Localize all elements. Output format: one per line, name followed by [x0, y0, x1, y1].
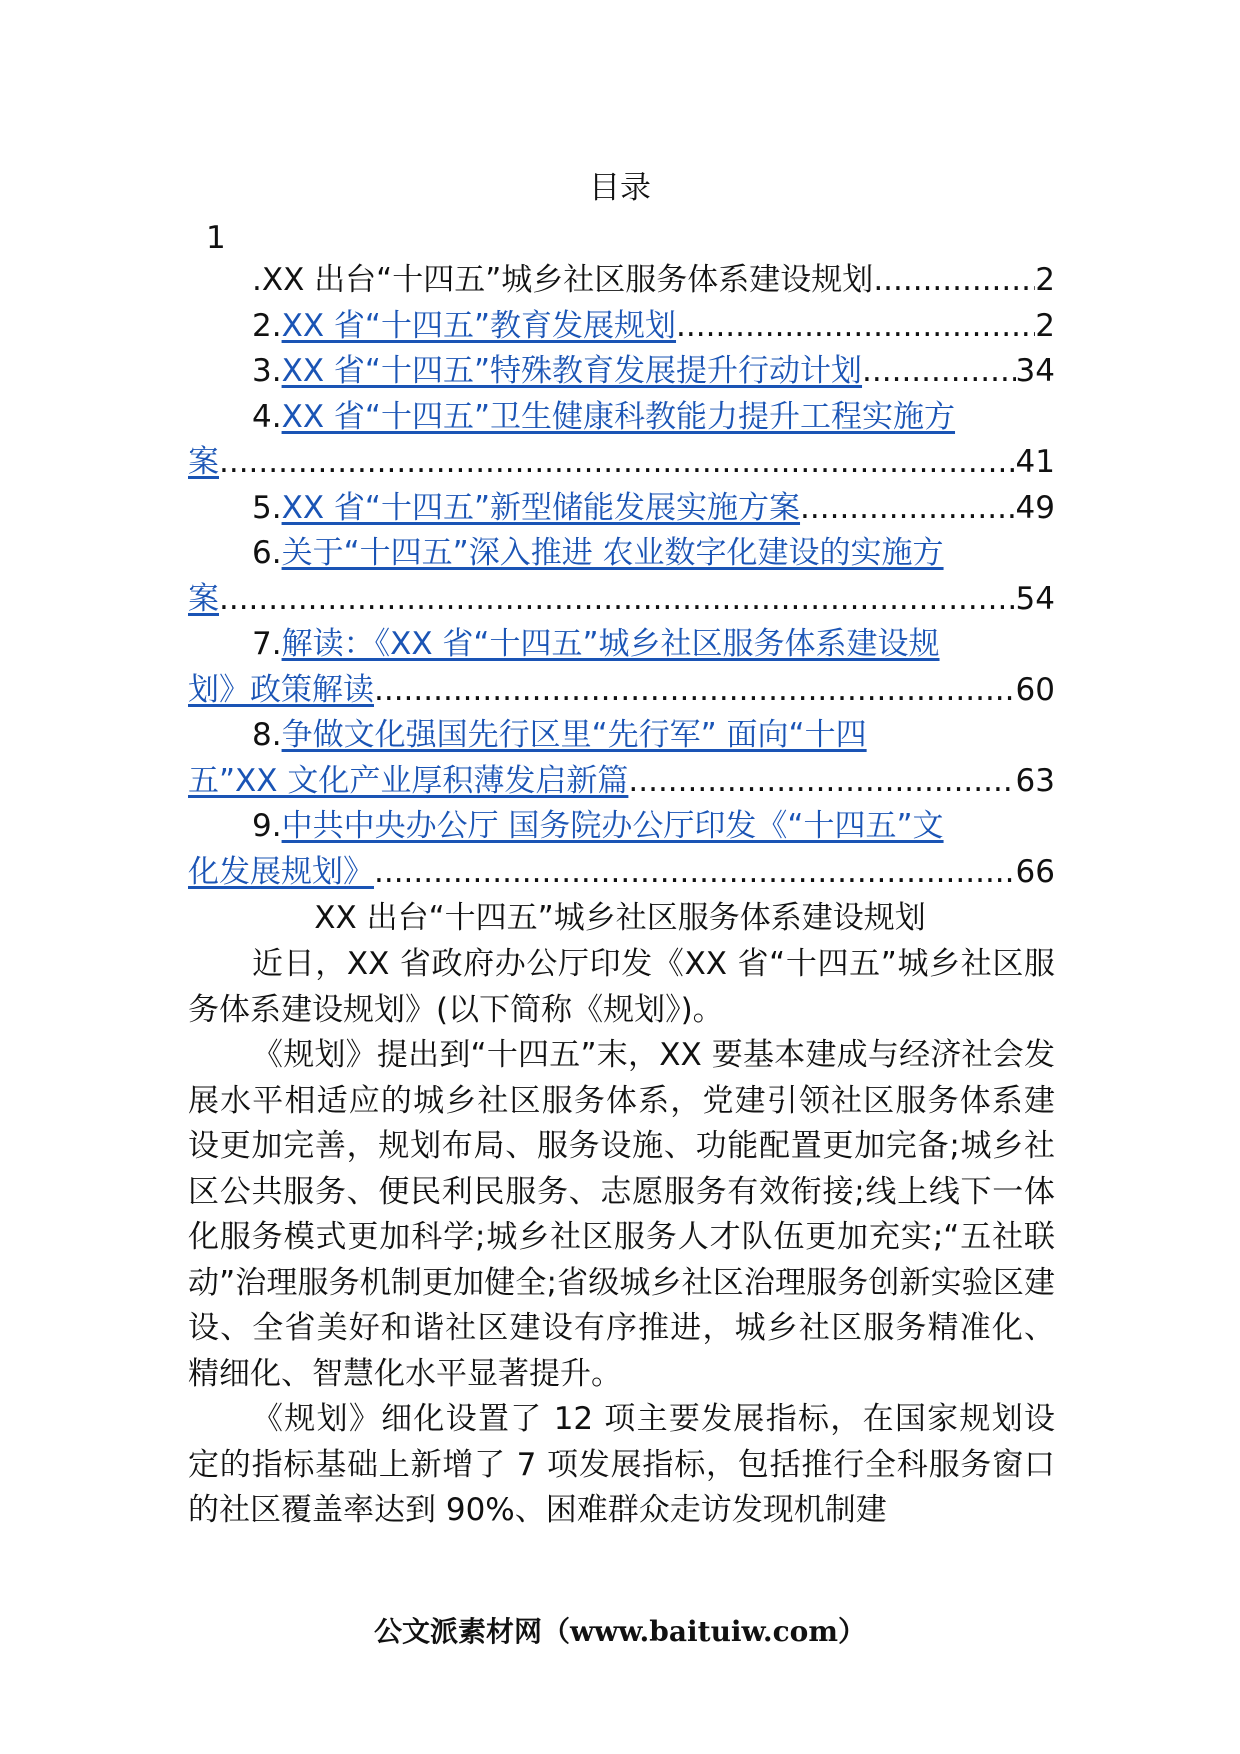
toc-entry-number: 7. — [252, 626, 282, 662]
toc-top-number: 1 — [206, 220, 226, 256]
toc-leader-dots — [676, 304, 1035, 350]
toc-entry-number: 6. — [252, 535, 282, 571]
toc-entry-number: 5. — [252, 489, 282, 526]
toc-entry-link[interactable]: XX 省“十四五”卫生健康科教能力提升工程实施方 — [281, 398, 956, 435]
toc-leader-dots — [628, 759, 1015, 805]
toc-entry — [188, 258, 1055, 304]
toc-entry[interactable] — [188, 713, 1055, 759]
toc-entry-continued[interactable] — [188, 440, 1055, 486]
toc-entry-continued[interactable] — [188, 850, 1055, 896]
toc-page-number: 2 — [1035, 262, 1055, 298]
toc-entry-link[interactable]: 关于“十四五”深入推进 农业数字化建设的实施方 — [281, 535, 944, 571]
toc-entry[interactable] — [188, 622, 1055, 668]
toc-leader-dots — [873, 258, 1035, 304]
toc-entry-number: 8. — [252, 717, 282, 753]
toc-entry[interactable] — [188, 349, 1055, 395]
toc-entry-link[interactable]: 中共中央办公厅 国务院办公厅印发《“十四五”文 — [281, 808, 944, 844]
toc-entry-link[interactable]: XX 省“十四五”教育发展规划 — [281, 307, 677, 344]
toc-leader-dots — [800, 486, 1016, 532]
toc-entry-link[interactable]: 划》政策解读 — [188, 671, 374, 708]
paragraph: 《规划》细化设置了 12 项主要发展指标，在国家规划设定的指标基础上新增了 7 项发展指标，包括推行全科服务窗口的社区覆盖率达到 90%、困难群众走访发现机制建 — [188, 1401, 1055, 1528]
toc-entry-text: .XX 出台“十四五”城乡社区服务体系建设规划 — [252, 262, 874, 298]
toc-entry[interactable] — [188, 486, 1055, 532]
footer-watermark: 公文派素材网（www.baituiw.com） — [374, 1615, 866, 1648]
toc-entry[interactable] — [188, 395, 1055, 441]
toc-entry[interactable] — [188, 304, 1055, 350]
paragraph: 近日，XX 省政府办公厅印发《XX 省“十四五”城乡社区服务体系建设规划》(以下简称《规划》)。 — [188, 946, 1055, 1028]
toc-entry-continued[interactable] — [188, 668, 1055, 714]
toc-page-number: 54 — [1015, 580, 1055, 617]
toc-entry[interactable] — [188, 804, 1055, 850]
toc-leader-dots — [374, 668, 1016, 714]
toc-leader-dots — [219, 440, 1016, 486]
toc-leader-dots — [219, 577, 1016, 623]
toc-page-number: 49 — [1015, 489, 1055, 526]
toc-page-number: 63 — [1015, 762, 1055, 799]
toc-entry-number: 3. — [252, 353, 282, 389]
toc-leader-dots — [862, 349, 1016, 395]
toc-entry[interactable] — [188, 531, 1055, 577]
toc-page-number: 66 — [1015, 853, 1055, 890]
toc-entry-link[interactable]: 案 — [188, 580, 219, 617]
toc-entry-continued[interactable] — [188, 759, 1055, 805]
toc-entry-link[interactable]: 案 — [188, 444, 219, 480]
toc-entry-link[interactable]: 解读：《XX 省“十四五”城乡社区服务体系建设规 — [281, 626, 940, 662]
toc-page-number: 34 — [1015, 353, 1055, 389]
toc-entry-link[interactable]: 五”XX 文化产业厚积薄发启新篇 — [188, 762, 629, 799]
toc-entry-link[interactable]: XX 省“十四五”特殊教育发展提升行动计划 — [281, 353, 863, 389]
table-of-contents — [188, 258, 1055, 895]
toc-entry-link[interactable]: 争做文化强国先行区里“先行军” 面向“十四 — [281, 717, 867, 753]
toc-entry-link[interactable]: 化发展规划》 — [188, 853, 374, 890]
toc-leader-dots — [374, 850, 1016, 896]
article-title: XX 出台“十四五”城乡社区服务体系建设规划 — [314, 900, 926, 936]
toc-entry-continued[interactable] — [188, 577, 1055, 623]
toc-entry-number: 4. — [252, 398, 282, 435]
toc-entry-number: 2. — [252, 307, 282, 344]
toc-page-number: 41 — [1015, 444, 1055, 480]
toc-title: 目录 — [589, 170, 651, 206]
toc-page-number: 2 — [1035, 307, 1055, 344]
paragraph: 《规划》提出到“十四五”末，XX 要基本建成与经济社会发展水平相适应的城乡社区服务体系，党建引领社区服务体系建设更加完善，规划布局、服务设施、功能配置更加完备;城乡社区公共服务、便民利民服务、志愿服务有效衔接;线上线下一体化服务模式更加科学;城乡社区服务人才队伍更加充实;“五社联动”治理服务机制更加健全;省级城乡社区治理服务创新实验区建设、全省美好和谐社区建设有序推进，城乡社区服务精准化、精细化、智慧化水平显著提升。 — [188, 1037, 1055, 1392]
toc-entry-link[interactable]: XX 省“十四五”新型储能发展实施方案 — [281, 489, 801, 526]
toc-entry-number: 9. — [252, 808, 282, 844]
toc-page-number: 60 — [1015, 671, 1055, 708]
article-body — [188, 942, 1055, 1534]
